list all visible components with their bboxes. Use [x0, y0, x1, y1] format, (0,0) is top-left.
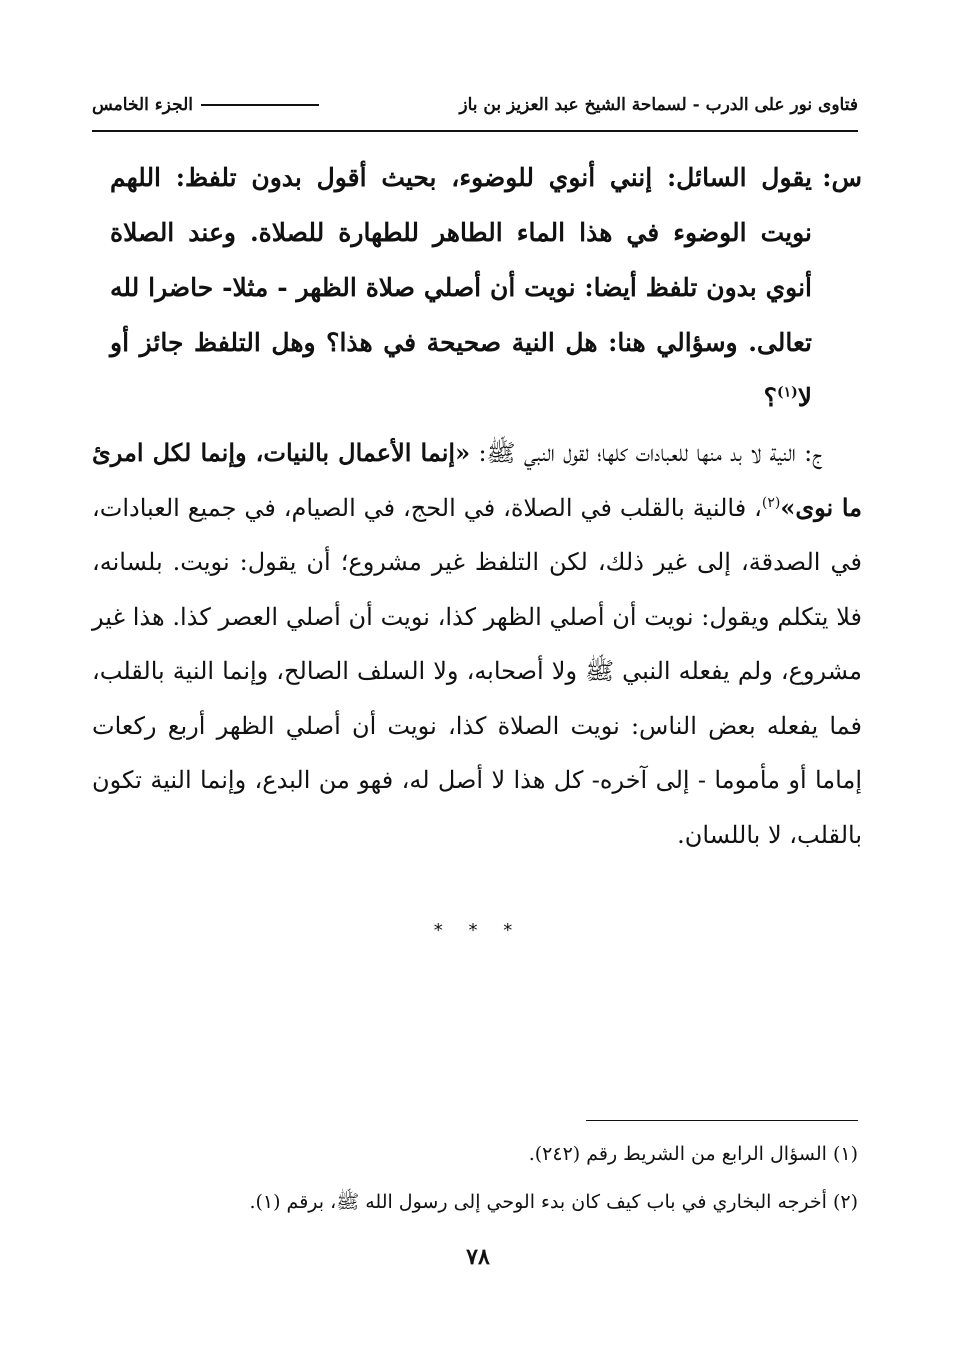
answer-body: ، فالنية بالقلب في الصلاة، في الحج، في الصيام، في جميع العبادات، في الصدقة، إلى غير ذلك، لكن التلفظ غير مشروع؛ أن يقول: نويت. بلسانه، فلا يتكلم ويقول: نويت أن أصلي الظهر كذا، نويت أن أصلي العصر كذا. هذا غير مشروع، ولم يفعله النبي ﷺ ولا أصحابه، ولا السلف الصالح، وإنما النية بالقلب، فما يفعله بعض الناس: نويت الصلاة كذا، نويت أن أصلي الظهر أربع ركعات إماما أو مأموما - إلى آخره- كل هذا لا أصل له، فهو من البدع، وإنما النية تكون بالقلب، لا باللسان. — [92, 493, 862, 849]
book-title: فتاوى نور على الدرب - لسماحة الشيخ عبد العزيز بن باز — [459, 95, 858, 115]
question-paragraph — [110, 150, 862, 425]
question-end: ؟ — [763, 383, 777, 412]
header-dash-rule — [201, 104, 319, 106]
footnote-1: (١) السؤال الرابع من الشريط رقم (٢٤٢). — [528, 1143, 858, 1165]
running-header — [92, 88, 858, 122]
volume-label: الجزء الخامس — [92, 95, 194, 115]
header-underline — [92, 130, 858, 132]
footnotes — [92, 1130, 858, 1226]
answer-paragraph — [92, 426, 862, 862]
question-text: يقول السائل: إنني أنوي للوضوء، بحيث أقول بدون تلفظ: اللهم نويت الوضوء في هذا الماء الطاهر للطهارة للصلاة. وعند الصلاة أنوي بدون تلفظ أيضا: نويت أن أصلي صلاة الظهر - مثلا- حاضرا لله تعالى. وسؤالي هنا: هل النية صحيحة في هذا؟ وهل التلفظ جائز أو لا — [110, 163, 812, 412]
footnote-2: (٢) أخرجه البخاري في باب كيف كان بدء الوحي إلى رسول الله ﷺ، برقم (١). — [249, 1191, 858, 1213]
section-separator: * * * — [433, 920, 523, 941]
page-number: ٧٨ — [466, 1244, 490, 1270]
hadith-quote: «إنما الأعمال بالنيات، وإنما لكل امرئ ما نوى» — [92, 438, 863, 522]
question-marker: س: — [822, 163, 862, 192]
answer-intro: النية لا بد منها للعبادات كلها؛ لقول النبي ﷺ: — [470, 439, 796, 467]
answer-footnote-ref: (٢) — [761, 494, 781, 511]
question-footnote-ref: (١) — [776, 384, 798, 401]
answer-marker: ج: — [804, 439, 822, 467]
footnote-divider — [586, 1120, 858, 1121]
